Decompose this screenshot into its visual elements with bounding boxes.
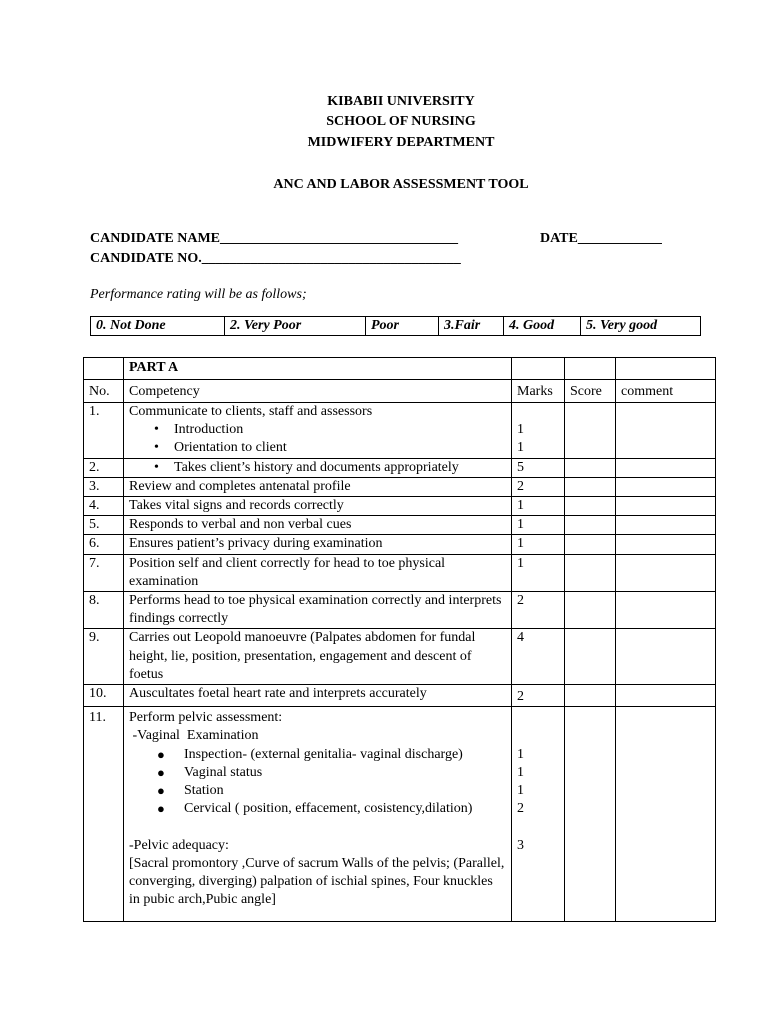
row-competency: Auscultates foetal heart rate and interprets accurately	[124, 685, 512, 707]
rating-fair: 3.Fair	[439, 317, 504, 335]
table-row	[84, 497, 716, 516]
score-cell[interactable]	[565, 458, 616, 477]
comment-cell[interactable]	[616, 707, 716, 922]
row-marks: 1 1 1 2 3	[512, 707, 565, 922]
date-field: DATE____________	[540, 231, 662, 246]
table-row	[84, 685, 716, 707]
document-title: ANC AND LABOR ASSESSMENT TOOL	[273, 177, 529, 192]
table-row	[84, 458, 716, 477]
row-number: 4.	[84, 497, 124, 516]
competency-bullets	[129, 421, 506, 457]
comment-cell[interactable]	[616, 535, 716, 554]
table-row	[84, 535, 716, 554]
comment-cell[interactable]	[616, 516, 716, 535]
row-number: 8.	[84, 592, 124, 629]
rating-good: 4. Good	[504, 317, 581, 335]
row-marks: 1 1	[512, 403, 565, 459]
table-cell	[565, 358, 616, 380]
competency-subtitle: -Vaginal Examination	[129, 728, 259, 744]
assessment-table	[83, 357, 716, 922]
row-marks: 2	[512, 477, 565, 496]
row-marks: 1	[512, 554, 565, 591]
row-number: 1.	[84, 403, 124, 459]
table-row	[84, 477, 716, 496]
rating-scale	[90, 316, 701, 336]
comment-cell[interactable]	[616, 458, 716, 477]
comment-cell[interactable]	[616, 629, 716, 685]
competency-title: Communicate to clients, staff and assessors	[129, 404, 373, 419]
score-cell[interactable]	[565, 629, 616, 685]
row-marks: 2	[512, 685, 565, 707]
table-row	[84, 592, 716, 629]
row-competency	[124, 403, 512, 459]
row-marks: 4	[512, 629, 565, 685]
rating-intro: Performance rating will be as follows;	[90, 287, 307, 302]
part-label: PART A	[124, 358, 512, 380]
row-number: 2.	[84, 458, 124, 477]
comment-cell[interactable]	[616, 554, 716, 591]
row-marks: 1	[512, 535, 565, 554]
table-row	[84, 554, 716, 591]
competency-title: Perform pelvic assessment:	[129, 710, 283, 726]
row-competency	[124, 458, 512, 477]
row-competency: Ensures patient’s privacy during examination	[124, 535, 512, 554]
header-no: No.	[84, 380, 124, 403]
list-item: • Takes client’s history and documents appropriately	[174, 459, 506, 477]
score-cell[interactable]	[565, 516, 616, 535]
comment-cell[interactable]	[616, 497, 716, 516]
list-item: ● Inspection- (external genitalia- vaginal discharge)	[184, 746, 506, 764]
comment-cell[interactable]	[616, 403, 716, 459]
comment-cell[interactable]	[616, 477, 716, 496]
row-number: 3.	[84, 477, 124, 496]
department-name: MIDWIFERY DEPARTMENT	[307, 135, 495, 150]
rating-very-good: 5. Very good	[586, 318, 658, 333]
list-item: ● Cervical ( position, effacement, cosistency,dilation)	[184, 800, 506, 818]
row-marks: 5	[512, 458, 565, 477]
comment-cell[interactable]	[616, 685, 716, 707]
row-competency: Review and completes antenatal profile	[124, 477, 512, 496]
score-cell[interactable]	[565, 497, 616, 516]
row-marks: 2	[512, 592, 565, 629]
row-marks: 1	[512, 516, 565, 535]
row-competency: Takes vital signs and records correctly	[124, 497, 512, 516]
table-header-row	[84, 380, 716, 403]
candidate-no-field: CANDIDATE NO._____________________________________	[90, 251, 461, 266]
row-competency: Performs head to toe physical examination correctly and interprets findings correctly	[124, 592, 512, 629]
header-competency: Competency	[124, 380, 512, 403]
table-cell	[616, 358, 716, 380]
rating-poor: Poor	[366, 317, 439, 335]
score-cell[interactable]	[565, 535, 616, 554]
school-name: SCHOOL OF NURSING	[326, 114, 476, 129]
row-number: 6.	[84, 535, 124, 554]
competency-bullets	[129, 746, 506, 819]
list-item: ● Station	[184, 782, 506, 800]
table-row	[84, 403, 716, 459]
score-cell[interactable]	[565, 685, 616, 707]
row-competency: Carries out Leopold manoeuvre (Palpates abdomen for fundal height, lie, position, presentation, engagement and descent of foetus	[124, 629, 512, 685]
score-cell[interactable]	[565, 477, 616, 496]
header-marks: Marks	[512, 380, 565, 403]
header-comment: comment	[616, 380, 716, 403]
list-item: • Orientation to client	[174, 439, 506, 457]
row-competency: Position self and client correctly for head to toe physical examination	[124, 554, 512, 591]
row-number: 7.	[84, 554, 124, 591]
score-cell[interactable]	[565, 592, 616, 629]
pelvic-text: [Sacral promontory ,Curve of sacrum Walls of the pelvis; (Parallel, converging, diverging) palpation of ischial spines, Four knuckles in pubic arch,Pubic angle]	[129, 855, 505, 908]
row-number: 5.	[84, 516, 124, 535]
table-row	[84, 516, 716, 535]
competency-bullets	[129, 459, 506, 477]
table-cell	[512, 358, 565, 380]
score-cell[interactable]	[565, 554, 616, 591]
row-marks: 1	[512, 497, 565, 516]
table-row	[84, 629, 716, 685]
candidate-name-field: CANDIDATE NAME__________________________________	[90, 231, 459, 246]
list-item: ● Vaginal status	[184, 764, 506, 782]
score-cell[interactable]	[565, 403, 616, 459]
table-row	[84, 707, 716, 922]
university-name: KIBABII UNIVERSITY	[327, 94, 475, 109]
row-number: 9.	[84, 629, 124, 685]
comment-cell[interactable]	[616, 592, 716, 629]
row-competency	[124, 707, 512, 922]
table-part-row	[84, 358, 716, 380]
row-number: 10.	[84, 685, 124, 707]
list-item: • Introduction	[174, 421, 506, 439]
row-number: 11.	[84, 707, 124, 922]
rating-very-poor: 2. Very Poor	[225, 317, 366, 335]
rating-not-done: 0. Not Done	[91, 317, 225, 335]
pelvic-title: -Pelvic adequacy:	[129, 837, 229, 853]
table-cell	[84, 358, 124, 380]
row-competency: Responds to verbal and non verbal cues	[124, 516, 512, 535]
header-score: Score	[565, 380, 616, 403]
score-cell[interactable]	[565, 707, 616, 922]
